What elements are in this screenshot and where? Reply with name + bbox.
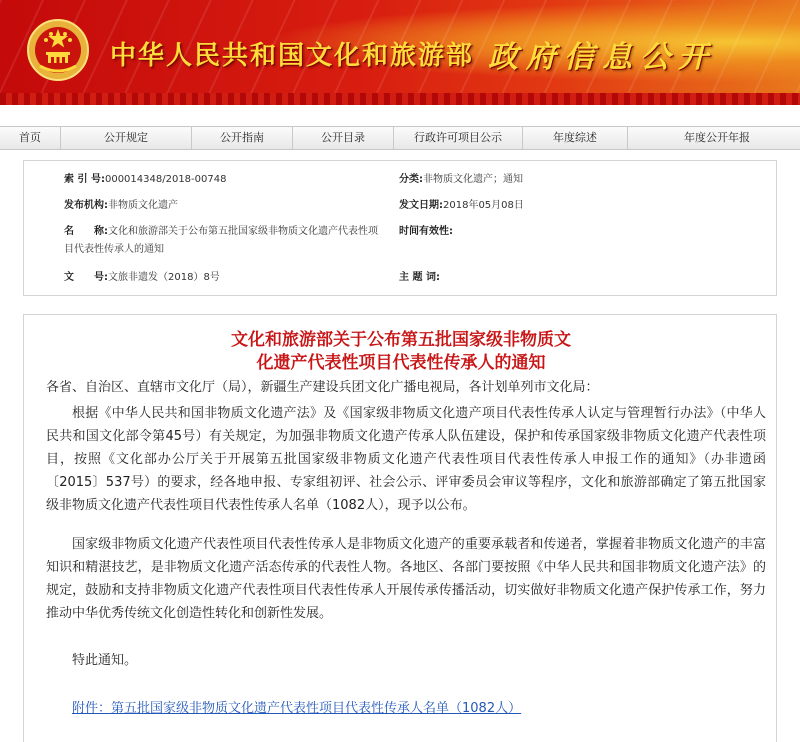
salutation: 各省、自治区、直辖市文化厅（局），新疆生产建设兵团文化广播电视局，各计划单列市文化局：: [46, 380, 599, 395]
meta-issuer-label: 发布机构:: [64, 200, 108, 211]
meta-docno: [64, 269, 384, 287]
meta-validity-label: 时间有效性:: [399, 226, 453, 237]
meta-name-label: 名 称:: [64, 226, 108, 237]
nav-item-annual-report[interactable]: 年度公开年报: [684, 131, 750, 144]
nav-item-admin-license[interactable]: 行政许可项目公示: [394, 127, 523, 149]
meta-category-label: 分类:: [399, 174, 423, 185]
nav-item-disclosure-rules[interactable]: 公开规定: [61, 127, 192, 149]
document-title: [24, 329, 778, 375]
nav-item-home[interactable]: 首页: [0, 127, 61, 149]
meta-category-value: 非物质文化遗产；通知: [423, 174, 523, 185]
meta-date-value: 2018年05月08日: [443, 200, 524, 211]
nav-item-annual-review[interactable]: 年度综述: [523, 127, 628, 149]
national-emblem-icon: [26, 18, 90, 82]
article-body: [23, 314, 777, 742]
meta-date-label: 发文日期:: [399, 200, 443, 211]
paragraph-1: 根据《中华人民共和国非物质文化遗产法》及《国家级非物质文化遗产项目代表性传承人认定与管理暂行办法》（中华人民共和国文化部令第45号）有关规定，为加强非物质文化遗产传承人队伍建设，保护和传承国家级非物质文化遗产代表性项目，按照《文化部办公厅关于开展第五批国家级非物质文化遗产代表性项目代表性传承人申报工作的通知》（办非遗函〔2015〕537号）的要求，经各地申报、专家组初评、社会公示、评审委员会审议等程序，文化和旅游部确定了第五批国家级非物质文化遗产代表性项目代表性传承人名单（1082人），现予以公布。: [46, 406, 766, 513]
meta-issuer: [64, 197, 384, 215]
nav-item-disclosure-catalog[interactable]: 公开目录: [293, 127, 394, 149]
document-title-line1: 文化和旅游部关于公布第五批国家级非物质文: [231, 330, 571, 350]
section-title: 政府信息公开: [488, 40, 716, 75]
meta-date: [399, 197, 759, 215]
meta-issuer-value: 非物质文化遗产: [108, 200, 178, 211]
meta-validity: [399, 223, 759, 241]
meta-name: [64, 223, 384, 259]
meta-category: [399, 171, 759, 189]
main-nav: [0, 126, 800, 150]
meta-docno-value: 文旅非遗发（2018）8号: [108, 272, 220, 283]
site-banner: [0, 0, 800, 105]
attachment-link[interactable]: 附件：第五批国家级非物质文化遗产代表性项目代表性传承人名单（1082人）: [72, 701, 522, 716]
document-metadata: [23, 160, 777, 296]
paragraph-2: 国家级非物质文化遗产代表性项目代表性传承人是非物质文化遗产的重要承载者和传递者，掌握着非物质文化遗产的丰富知识和精湛技艺，是非物质文化遗产活态传承的代表性人物。各地区、各部门要按照《中华人民共和国非物质文化遗产法》的规定，鼓励和支持非物质文化遗产代表性项目代表性传承人开展传承传播活动，切实做好非物质文化遗产保护传承工作，努力推动中华优秀传统文化创造性转化和创新性发展。: [46, 537, 766, 621]
meta-index: [64, 171, 384, 189]
meta-subject: [399, 269, 759, 287]
meta-subject-label: 主 题 词:: [399, 272, 440, 283]
document-title-line2: 化遗产代表性项目代表性传承人的通知: [256, 353, 546, 373]
meta-index-value: 000014348/2018-00748: [104, 174, 227, 185]
paragraph-3: 特此通知。: [72, 653, 138, 668]
banner-stripe: [0, 93, 800, 105]
meta-docno-label: 文 号:: [64, 272, 108, 283]
nav-item-disclosure-guide[interactable]: 公开指南: [192, 127, 293, 149]
site-title: 中华人民共和国文化和旅游部: [110, 41, 475, 71]
meta-index-label: 索 引 号:: [64, 174, 105, 185]
meta-name-value: 文化和旅游部关于公布第五批国家级非物质文化遗产代表性项目代表性传承人的通知: [64, 226, 378, 255]
